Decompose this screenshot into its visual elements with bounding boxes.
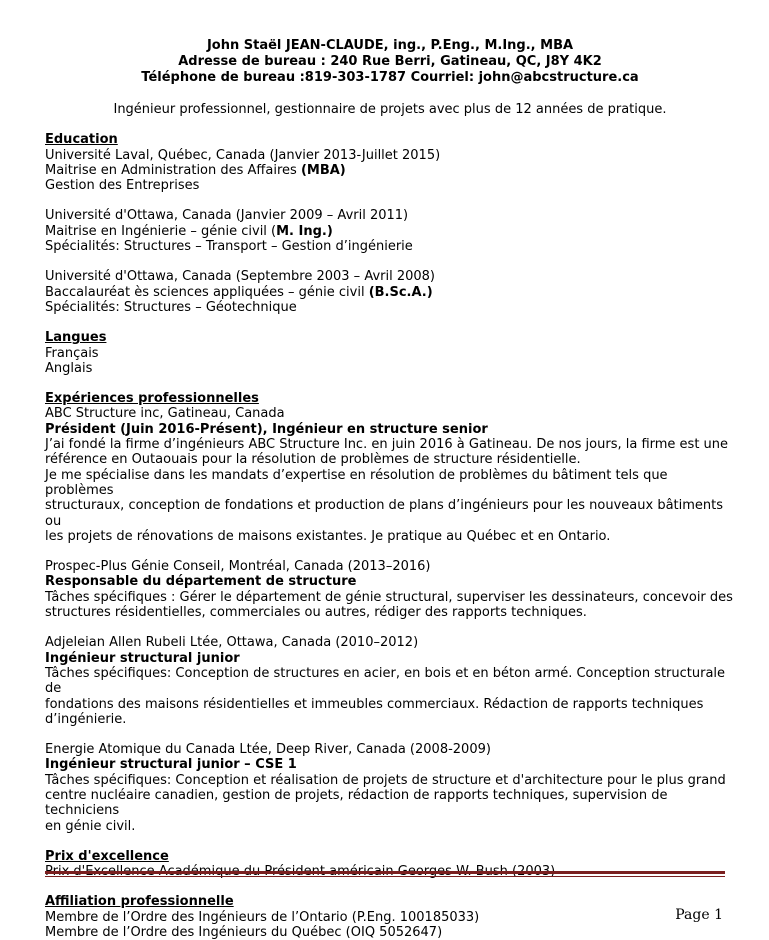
job-description-line: Tâches spécifiques : Gérer le département de génie structural, superviser les dessinateurs, concevoir des [45,589,733,605]
experience-entry [45,742,735,834]
job-description-line: J’ai fondé la firme d’ingénieurs ABC Structure Inc. en juin 2016 à Gatineau. De nos jours, la firme est une [45,437,729,453]
language-item: Français [45,345,99,361]
experience-entry [45,559,735,620]
page-number: Page 1 [675,907,723,923]
job-description-line: fondations des maisons résidentielles et immeubles commerciaux. Rédaction de rapports techniques [45,696,704,712]
company: Adjeleian Allen Rubeli Ltée, Ottawa, Canada (2010–2012) [45,635,419,651]
affiliation-section [45,894,735,940]
job-description-line: d’ingénierie. [45,711,127,727]
degree: Maitrise en Ingénierie – génie civil (M. Ing.) [45,223,333,239]
experience-title: Expériences professionnelles [45,391,259,407]
experience-entry [45,406,735,544]
affiliation-item: Membre de l’Ordre des Ingénieurs du Québec (OIQ 5052647) [45,925,443,940]
resume-header [45,38,735,86]
job-description-line: en génie civil. [45,818,136,834]
degree-detail: Gestion des Entreprises [45,178,200,194]
education-entry [45,208,735,254]
job-role: Ingénieur structural junior [45,650,240,666]
job-description-line: structuraux, conception de fondations et production de plans d’ingénieurs pour les nouveaux bâtiments ou [45,498,728,529]
degree-detail: Spécialités: Structures – Transport – Gestion d’ingénierie [45,239,413,255]
job-description-line: Tâches spécifiques: Conception et réalisation de projets de structure et d'architecture pour le plus grand [45,772,726,788]
job-description-line: structures résidentielles, commerciales ou autres, rédiger des rapports techniques. [45,605,587,621]
candidate-name: John Staël JEAN-CLAUDE, ing., P.Eng., M.Ing., MBA [206,38,574,53]
professional-summary: Ingénieur professionnel, gestionnaire de projets avec plus de 12 années de pratique. [113,102,667,117]
degree: Maitrise en Administration des Affaires (MBA) [45,162,346,178]
languages-title: Langues [45,330,107,346]
school: Université d'Ottawa, Canada (Septembre 2003 – Avril 2008) [45,269,435,285]
affiliation-title: Affiliation professionnelle [45,894,234,910]
job-description-line: centre nucléaire canadien, gestion de projets, rédaction de rapports techniques, supervision de techniciens [45,787,672,819]
school: Université d'Ottawa, Canada (Janvier 2009 – Avril 2011) [45,208,409,224]
job-description-line: Je me spécialise dans les mandats d’expertise en résolution de problèmes du bâtiment tels que problèmes [45,467,672,498]
education-entry [45,148,735,194]
office-contact: Téléphone de bureau :819-303-1787 Courriel: john@abcstructure.ca [141,70,639,85]
company: Prospec-Plus Génie Conseil, Montréal, Canada (2013–2016) [45,559,431,575]
resume-page [45,38,735,940]
experience-section [45,391,735,834]
job-description-line: les projets de rénovations de maisons existantes. Je pratique au Québec et en Ontario. [45,528,611,544]
job-description-line: référence en Outaouais pour la résolution de problèmes de structure résidentielle. [45,452,581,468]
awards-section [45,849,735,880]
job-description-line: Tâches spécifiques: Conception de structures en acier, en bois et en béton armé. Conception structurale de [45,665,730,697]
school: Université Laval, Québec, Canada (Janvier 2013-Juillet 2015) [45,147,441,163]
experience-entry [45,635,735,727]
education-entry [45,269,735,315]
education-title: Education [45,132,118,148]
footer-divider-thick [45,871,725,874]
office-address: Adresse de bureau : 240 Rue Berri, Gatineau, QC, J8Y 4K2 [178,54,602,69]
footer-divider-thin [45,876,725,877]
company: Energie Atomique du Canada Ltée, Deep River, Canada (2008-2009) [45,742,491,758]
job-role: Président (Juin 2016-Présent), Ingénieur en structure senior [45,421,488,437]
job-role: Responsable du département de structure [45,574,357,590]
degree-detail: Spécialités: Structures – Géotechnique [45,299,297,315]
degree: Baccalauréat ès sciences appliquées – génie civil (B.Sc.A.) [45,284,433,300]
job-role: Ingénieur structural junior – CSE 1 [45,757,297,773]
education-section [45,132,735,315]
language-item: Anglais [45,360,93,376]
languages-section [45,330,735,376]
awards-title: Prix d'excellence [45,848,169,864]
company: ABC Structure inc, Gatineau, Canada [45,406,285,422]
affiliation-item: Membre de l’Ordre des Ingénieurs de l’Ontario (P.Eng. 100185033) [45,909,480,925]
